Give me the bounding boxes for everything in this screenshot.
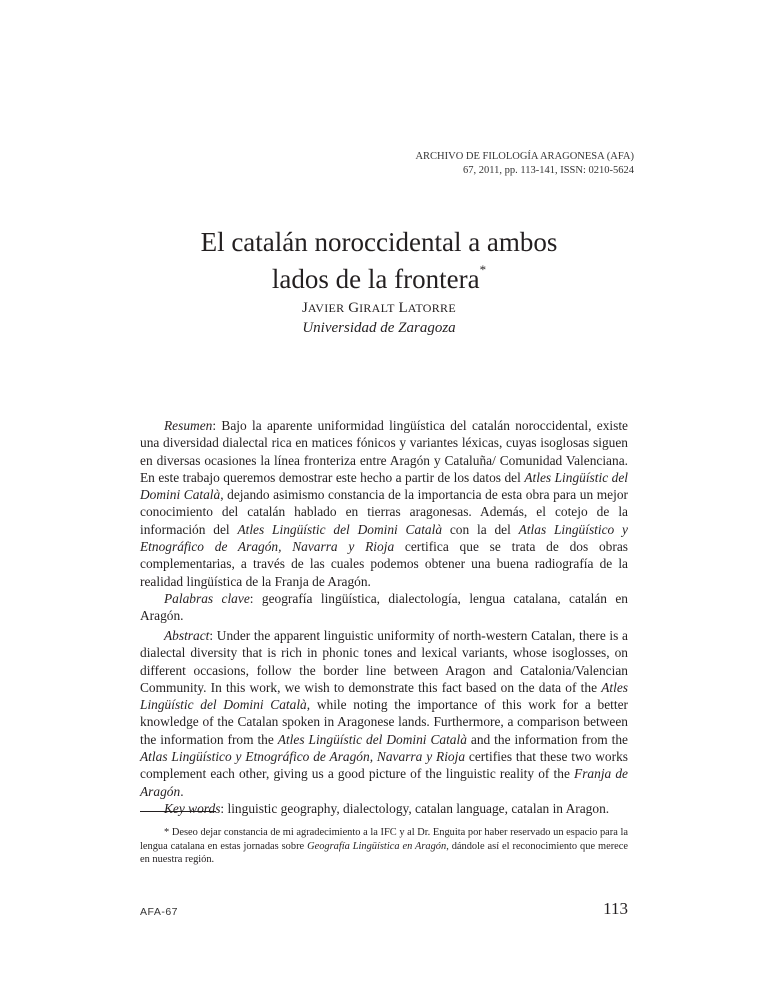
abstract-franja: Franja de Aragón (140, 766, 629, 799)
footnote-text-1: * Deseo dejar constancia de mi agradecimiento a la IFC y al Dr. Enguita por haber reservado un espacio para la lengua catalana en estas jornadas sobre (140, 827, 628, 852)
author-last-rest: ATORRE (407, 301, 456, 315)
footnote-text-2: , dándole así el reconocimiento que merece en nuestra región. (140, 840, 628, 866)
abstract-label: Abstract (164, 628, 210, 643)
author-first-initial: J (302, 300, 308, 316)
abstract-text-3: and the information from the (466, 731, 628, 747)
abstract-work-2: Atles Lingüístic del Domini Català (277, 731, 467, 747)
resumen-text-3: con la del (442, 521, 519, 537)
footnote (140, 826, 628, 867)
footnote-divider (140, 811, 216, 812)
abstract-paragraph (140, 627, 628, 800)
title-line-2-text: lados de la frontera (271, 264, 480, 294)
key-words-text: : linguistic geography, dialectology, catalan language, catalan in Aragon. (220, 800, 610, 816)
author-middle-rest: IRALT (359, 301, 395, 315)
resumen-text-4: certifica que se trata de dos obras complementarias, a través de las cuales podemos obtener una buena radiografía de la realidad lingüística de la Franja de Aragón. (140, 539, 628, 589)
running-footer-label: AFA-67 (140, 906, 179, 918)
author-first-rest: AVIER (307, 301, 345, 315)
resumen-work-3: Atlas Lingüístico y Etnográfico de Aragón, Navarra y Rioja (140, 521, 629, 555)
abstract-text-5: . (180, 783, 184, 799)
resumen-work-2: Atles Lingüístic del Domini Català (237, 521, 443, 537)
journal-issue: 67, 2011, pp. 113-141, ISSN: 0210-5624 (462, 165, 634, 176)
author-middle-initial: G (348, 300, 360, 316)
abstract-text-4: certifies that these two works complement each other, giving us a good picture of the linguistic reality of the (140, 749, 628, 782)
page-number: 113 (603, 899, 628, 918)
author-last-initial: L (398, 300, 408, 316)
author-block (140, 298, 618, 338)
author-affiliation: Universidad de Zaragoza (302, 320, 456, 336)
resumen-text-1: : Bajo la aparente uniformidad lingüística del catalán noroccidental, existe una diversidad dialectal rica en matices fónicos y variantes léxicas, cuyas isoglosas siguen en diversas ocasiones la línea fronteriza entre Aragón y Cataluña/ Comunidad Valenciana. En este trabajo queremos demostrar este hecho a partir de los datos del (140, 418, 628, 485)
palabras-clave-label: Palabras clave (164, 590, 250, 606)
resumen-text-2: , dejando asimismo constancia de la importancia de esta obra para un mejor conocimiento del catalán hablado en tierras aragonesas. Además, el cotejo de la información del (140, 487, 628, 537)
abstract-text-2: , while noting the importance of this work for a better knowledge of the Catalan spoken in Aragonese lands. Furthermore, a comparison between the information from the (140, 697, 628, 747)
key-words-label: Key words (164, 800, 221, 816)
abstract-section (140, 627, 628, 817)
abstract-work-1: Atles Lingüístic del Domini Català (140, 679, 628, 713)
author-name (302, 300, 456, 316)
journal-header (415, 150, 634, 178)
footnote-work: Geografía Lingüística en Aragón (307, 840, 447, 852)
palabras-clave-paragraph (140, 590, 628, 625)
key-words-paragraph (140, 800, 628, 817)
title-line-1: El catalán noroccidental a ambos (200, 227, 558, 257)
resumen-section (140, 417, 628, 625)
footnote-paragraph (140, 826, 628, 867)
title-footnote-mark[interactable]: * (479, 262, 487, 277)
resumen-label: Resumen (164, 418, 213, 433)
abstract-work-3: Atlas Lingüístico y Etnográfico de Aragón, Navarra y Rioja (140, 749, 466, 765)
resumen-paragraph (140, 417, 628, 590)
resumen-work-1: Atles Lingüístic del Domini Català (140, 469, 628, 503)
abstract-text-1: : Under the apparent linguistic uniformity of north-western Catalan, there is a dialectal diversity that is rich in phonic tones and lexical variants, whose isoglosses, on different occasions, follow the border line between Aragon and Catalonia/Valencian Community. In this work, we wish to demonstrate this fact based on the data of the (140, 628, 628, 695)
palabras-clave-text: : geografía lingüística, dialectología, lengua catalana, catalán en Aragón. (140, 590, 628, 624)
article-title (140, 226, 618, 295)
title-line-2 (140, 258, 618, 295)
journal-name: ARCHIVO DE FILOLOGÍA ARAGONESA (AFA) (415, 151, 634, 162)
